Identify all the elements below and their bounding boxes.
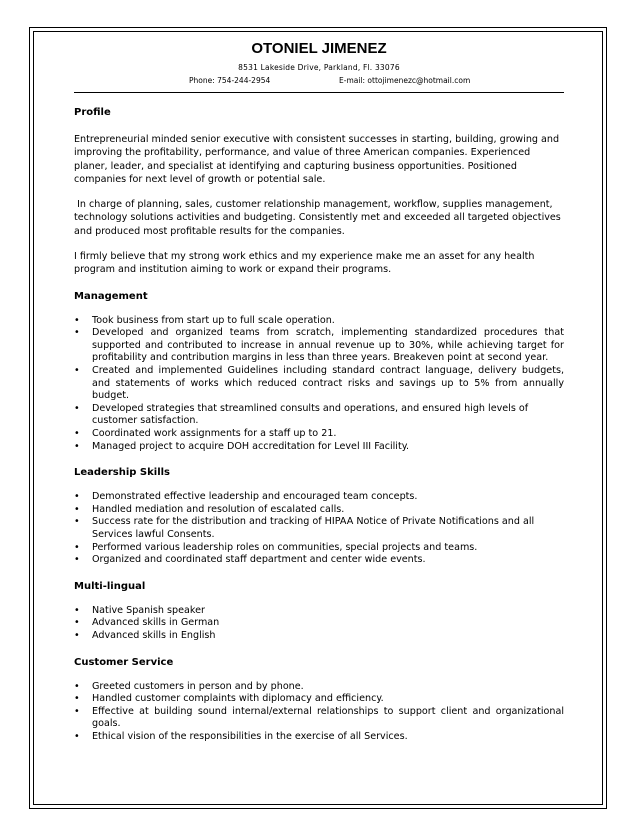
section-heading-customer-service: Customer Service <box>74 656 174 668</box>
bullet-icon: • <box>74 554 80 566</box>
list-item: • Organized and coordinated staff department and center wide events. <box>74 554 426 566</box>
bullet-icon: • <box>74 428 80 440</box>
contact-line <box>74 75 564 86</box>
bullet-icon: • <box>74 503 80 515</box>
bullet-icon: • <box>74 705 80 717</box>
list-item: • Developed strategies that streamlined consults and operations, and ensured high levels of customer satisfaction. <box>74 402 529 427</box>
list-item: • Took business from start up to full scale operation. <box>74 314 335 326</box>
bullet-icon: • <box>74 629 80 641</box>
bullet-icon: • <box>74 491 80 503</box>
list-item: • Effective at building sound internal/external relationships to support client and organizational goals. <box>74 705 564 730</box>
resume-page <box>74 40 564 744</box>
list-item: • Handled customer complaints with diplomacy and efficiency. <box>74 693 384 705</box>
list-item: • Created and implemented Guidelines including standard contract language, delivery budgets, and statements of works which reduced contract risks and savings up to 5% from annually budget. <box>74 365 564 402</box>
bullet-icon: • <box>74 516 80 528</box>
section-heading-profile: Profile <box>74 107 111 118</box>
list-item: • Success rate for the distribution and tracking of HIPAA Notice of Private Notifications and all Services lawful Consents. <box>74 516 535 540</box>
candidate-name: OTONIEL JIMENEZ <box>251 40 387 57</box>
bullet-icon: • <box>74 402 80 414</box>
list-item: • Coordinated work assignments for a staff up to 21. <box>74 428 337 440</box>
leadership-list <box>74 491 564 567</box>
list-item: • Native Spanish speaker <box>74 604 205 616</box>
list-item: • Advanced skills in English <box>74 629 216 641</box>
list-item: • Managed project to acquire DOH accreditation for Level III Facility. <box>74 440 410 452</box>
bullet-icon: • <box>74 327 80 339</box>
list-item: • Performed various leadership roles on communities, special projects and teams. <box>74 541 478 553</box>
bullet-icon: • <box>74 680 80 692</box>
section-heading-management: Management <box>74 290 148 302</box>
multilingual-list <box>74 605 564 643</box>
management-list <box>74 315 564 454</box>
bullet-icon: • <box>74 440 80 452</box>
section-heading-multilingual: Multi-lingual <box>74 580 146 592</box>
bullet-icon: • <box>74 604 80 616</box>
list-item: • Handled mediation and resolution of escalated calls. <box>74 503 345 515</box>
header-divider <box>74 92 564 93</box>
bullet-icon: • <box>74 541 80 553</box>
list-item: • Greeted customers in person and by phone. <box>74 680 304 692</box>
list-item: • Demonstrated effective leadership and encouraged team concepts. <box>74 491 418 503</box>
bullet-icon: • <box>74 693 80 705</box>
list-item: • Advanced skills in German <box>74 617 220 629</box>
bullet-icon: • <box>74 730 80 742</box>
profile-paragraph: Entrepreneurial minded senior executive with consistent successes in starting, building, growing and improving the profitability, performance, and value of three American companies. Experienced planer, leader, and specialist at identifying and capturing business opportunities. Positioned companies for next level of growth or potential sale. <box>74 134 560 185</box>
customer-service-list <box>74 681 564 744</box>
bullet-icon: • <box>74 617 80 629</box>
section-heading-leadership: Leadership Skills <box>74 467 171 479</box>
bullet-icon: • <box>74 314 80 326</box>
profile-paragraph: In charge of planning, sales, customer relationship management, workflow, supplies management, technology solutions activities and budgeting. Consistently met and exceeded all targeted objectives and produced most profitable results for the companies. <box>74 199 564 237</box>
profile-paragraph: I firmly believe that my strong work ethics and my experience make me an asset for any health program and institution aiming to work or expand their programs. <box>74 251 535 276</box>
phone: Phone: 754-244-2954 <box>189 76 271 85</box>
email: E-mail: ottojimenezc@hotmail.com <box>339 76 471 85</box>
list-item: • Developed and organized teams from scratch, implementing standardized procedures that supported and contributed to increase in annual revenue up to 30%, while achieving target for profitability and contribution margins in less than three years. Breakeven point at second year. <box>74 327 564 364</box>
bullet-icon: • <box>74 365 80 377</box>
list-item: • Ethical vision of the responsibilities in the exercise of all Services. <box>74 730 408 742</box>
address: 8531 Lakeside Drive, Parkland, Fl. 33076 <box>238 63 400 72</box>
